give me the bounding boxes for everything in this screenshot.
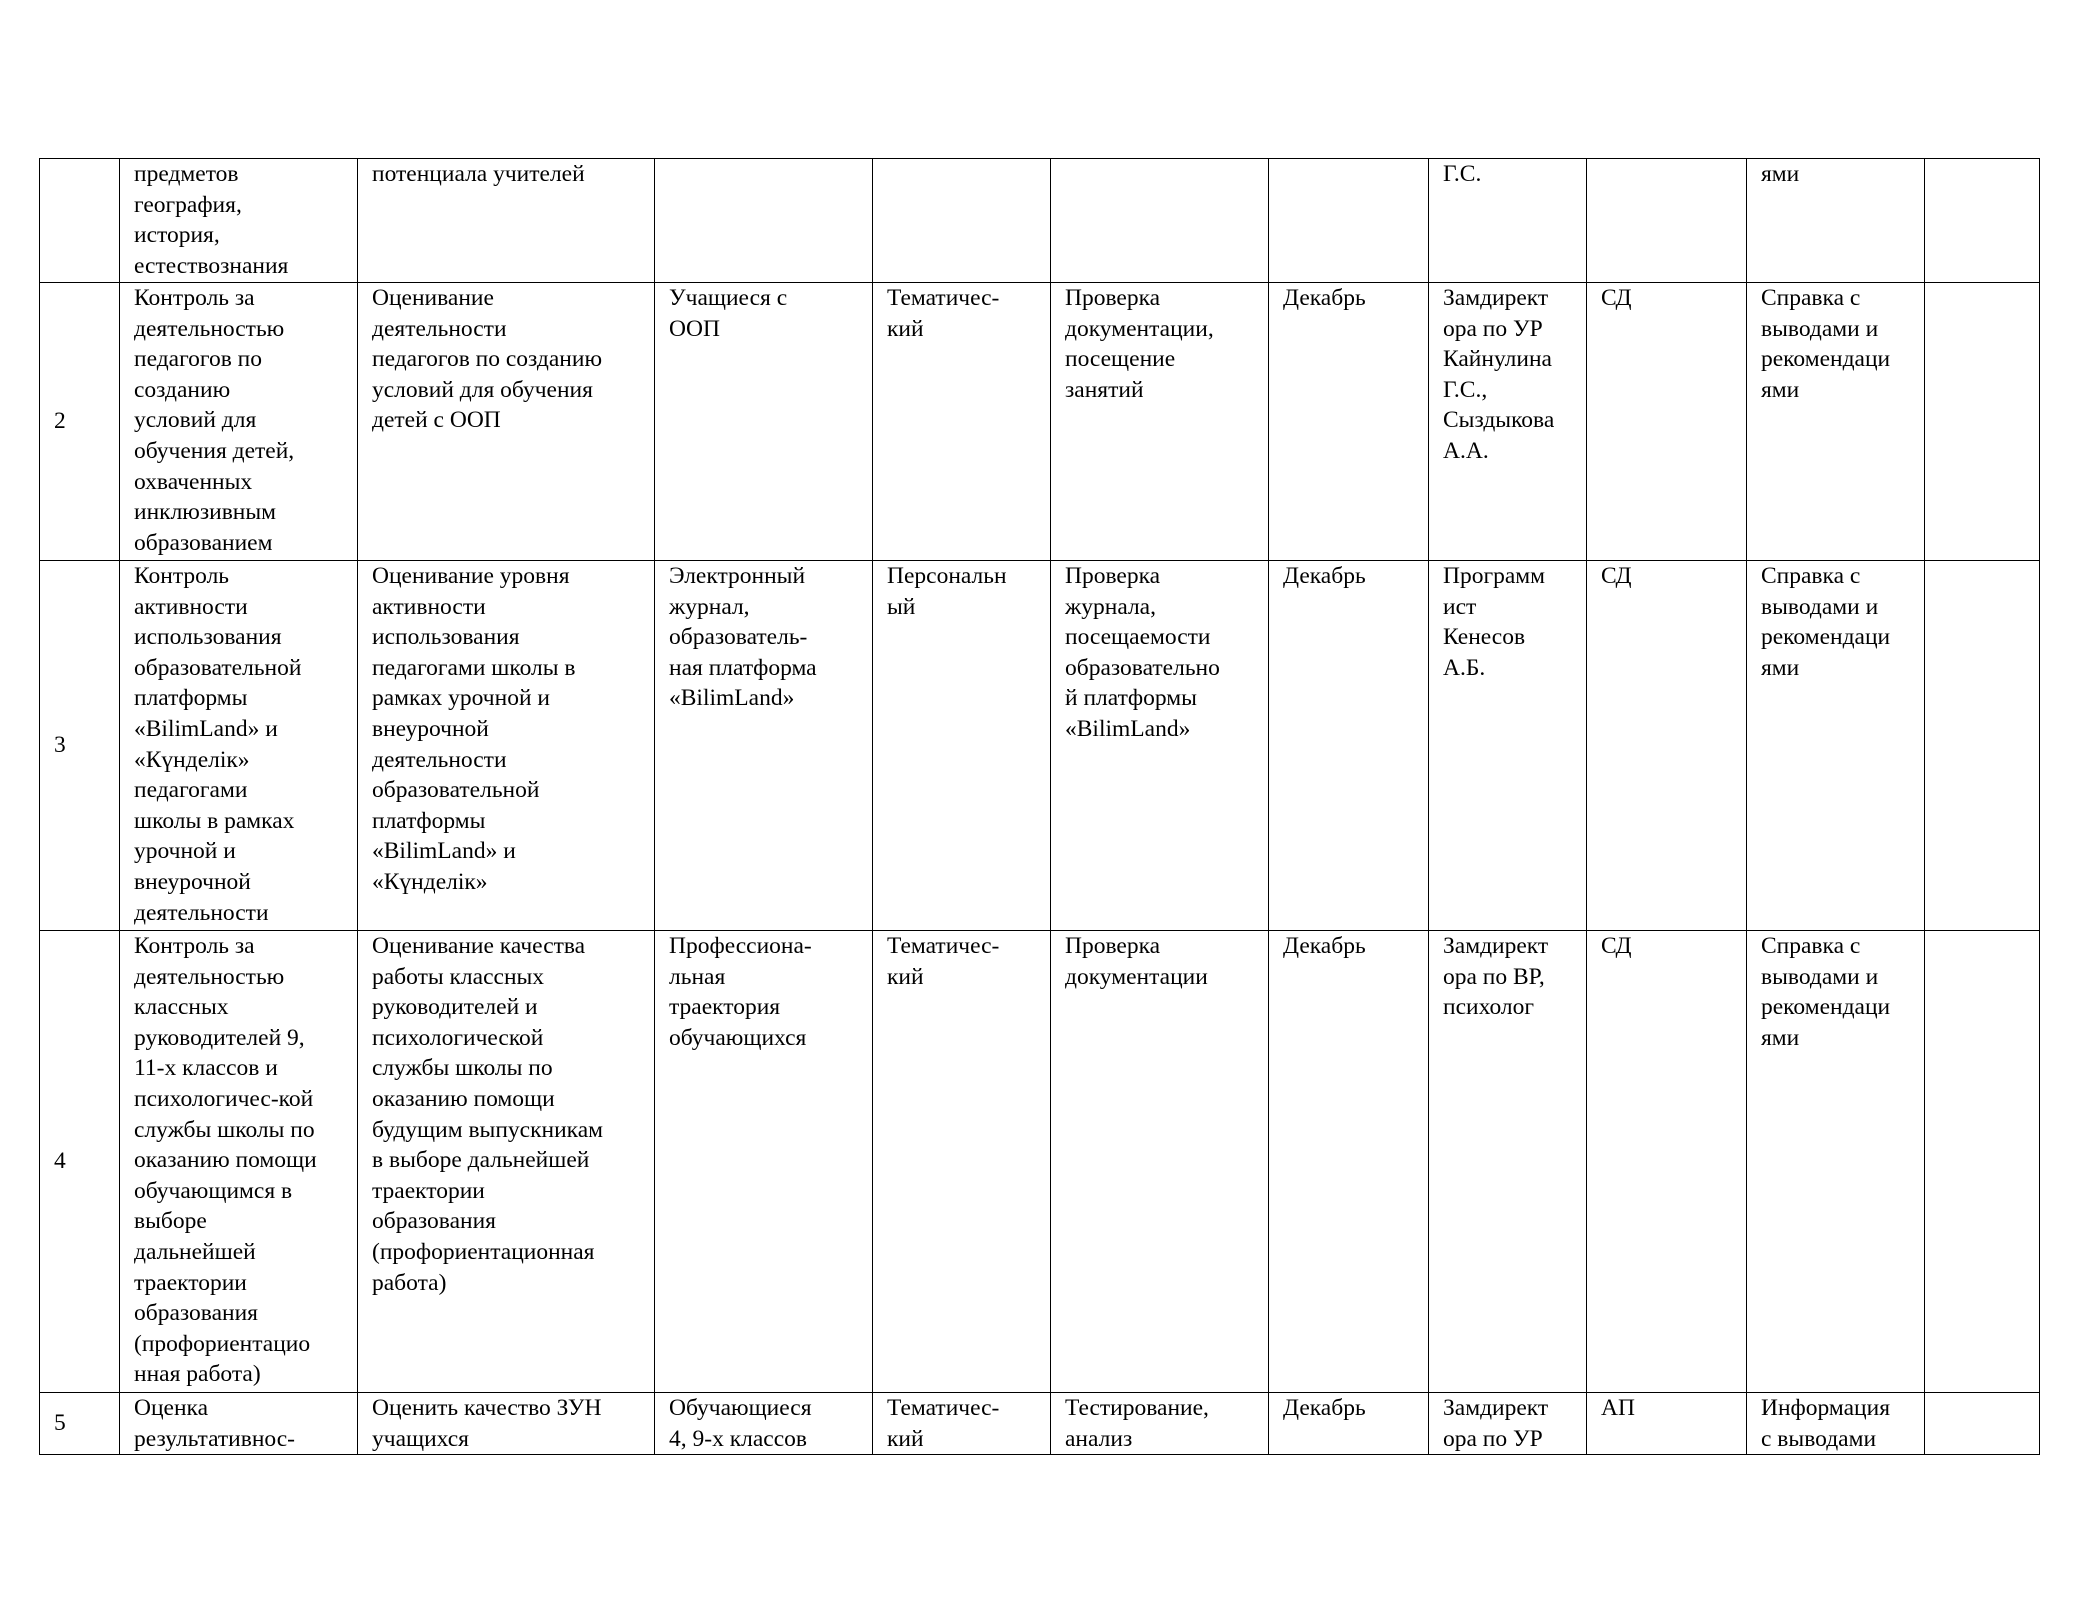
control-subject-cell: Электронный журнал, образователь- ная платформа «BilimLand» bbox=[655, 561, 873, 931]
control-subject-cell: Учащиеся с ООП bbox=[655, 283, 873, 561]
table-body bbox=[40, 159, 2040, 1455]
row-number: 3 bbox=[40, 561, 120, 931]
control-object-cell: Контроль за деятельностью классных руководителей 9, 11-х классов и психологичес-кой службы школы по оказанию помощи обучающимся в выборе дальнейшей траектории образования (профориентацио нная работа) bbox=[120, 931, 358, 1393]
control-term-cell: Декабрь bbox=[1269, 283, 1429, 561]
control-type-cell: Тематичес- кий bbox=[873, 283, 1051, 561]
responsible-cell: Г.С. bbox=[1429, 159, 1587, 283]
control-object-cell: Оценка результативнос- bbox=[120, 1393, 358, 1455]
result-cell: Справка с выводами и рекомендаци ями bbox=[1747, 931, 1925, 1393]
control-goal-cell: Оценивание уровня активности использования педагогами школы в рамках урочной и внеурочной деятельности образовательной платформы «BilimLand» и «Күнделік» bbox=[358, 561, 655, 931]
result-cell: Информация с выводами bbox=[1747, 1393, 1925, 1455]
control-method-cell: Проверка документации bbox=[1051, 931, 1269, 1393]
responsible-cell: Замдирект ора по УР Кайнулина Г.С., Сыздыкова А.А. bbox=[1429, 283, 1587, 561]
responsible-cell: Замдирект ора по УР bbox=[1429, 1393, 1587, 1455]
control-method-cell: Проверка документации, посещение занятий bbox=[1051, 283, 1269, 561]
control-method-cell: Проверка журнала, посещаемости образовательно й платформы «BilimLand» bbox=[1051, 561, 1269, 931]
control-goal-cell: Оценить качество ЗУН учащихся bbox=[358, 1393, 655, 1455]
table-row bbox=[40, 283, 2040, 561]
control-term-cell: Декабрь bbox=[1269, 561, 1429, 931]
review-place-cell: СД bbox=[1587, 931, 1747, 1393]
control-goal-cell: потенциала учителей bbox=[358, 159, 655, 283]
control-method-cell: Тестирование, анализ bbox=[1051, 1393, 1269, 1455]
control-type-cell: Тематичес- кий bbox=[873, 931, 1051, 1393]
control-plan-table bbox=[39, 158, 2040, 1455]
result-cell: Справка с выводами и рекомендаци ями bbox=[1747, 283, 1925, 561]
review-place-cell bbox=[1587, 159, 1747, 283]
control-subject-cell bbox=[655, 159, 873, 283]
result-cell: ями bbox=[1747, 159, 1925, 283]
control-object-cell: предметов география, история, естествознания bbox=[120, 159, 358, 283]
control-term-cell: Декабрь bbox=[1269, 1393, 1429, 1455]
row-number bbox=[40, 159, 120, 283]
row-number: 5 bbox=[40, 1393, 120, 1455]
review-place-cell: СД bbox=[1587, 283, 1747, 561]
responsible-cell: Замдирект ора по ВР, психолог bbox=[1429, 931, 1587, 1393]
note-cell bbox=[1925, 561, 2040, 931]
result-cell: Справка с выводами и рекомендаци ями bbox=[1747, 561, 1925, 931]
control-goal-cell: Оценивание качества работы классных руководителей и психологической службы школы по оказанию помощи будущим выпускникам в выборе дальнейшей траектории образования (профориентационная работа) bbox=[358, 931, 655, 1393]
table-row bbox=[40, 159, 2040, 283]
row-number: 4 bbox=[40, 931, 120, 1393]
responsible-cell: Программ ист Кенесов А.Б. bbox=[1429, 561, 1587, 931]
table-row bbox=[40, 561, 2040, 931]
row-number: 2 bbox=[40, 283, 120, 561]
control-object-cell: Контроль за деятельностью педагогов по созданию условий для обучения детей, охваченных инклюзивным образованием bbox=[120, 283, 358, 561]
control-type-cell: Тематичес- кий bbox=[873, 1393, 1051, 1455]
control-type-cell bbox=[873, 159, 1051, 283]
note-cell bbox=[1925, 1393, 2040, 1455]
control-term-cell bbox=[1269, 159, 1429, 283]
control-type-cell: Персональн ый bbox=[873, 561, 1051, 931]
note-cell bbox=[1925, 931, 2040, 1393]
control-method-cell bbox=[1051, 159, 1269, 283]
control-object-cell: Контроль активности использования образовательной платформы «BilimLand» и «Күнделік» педагогами школы в рамках урочной и внеурочной деятельности bbox=[120, 561, 358, 931]
note-cell bbox=[1925, 159, 2040, 283]
control-subject-cell: Обучающиеся 4, 9-х классов bbox=[655, 1393, 873, 1455]
review-place-cell: АП bbox=[1587, 1393, 1747, 1455]
note-cell bbox=[1925, 283, 2040, 561]
control-goal-cell: Оценивание деятельности педагогов по созданию условий для обучения детей с ООП bbox=[358, 283, 655, 561]
control-subject-cell: Профессиона- льная траектория обучающихся bbox=[655, 931, 873, 1393]
control-term-cell: Декабрь bbox=[1269, 931, 1429, 1393]
table-row bbox=[40, 931, 2040, 1393]
review-place-cell: СД bbox=[1587, 561, 1747, 931]
table-row bbox=[40, 1393, 2040, 1455]
